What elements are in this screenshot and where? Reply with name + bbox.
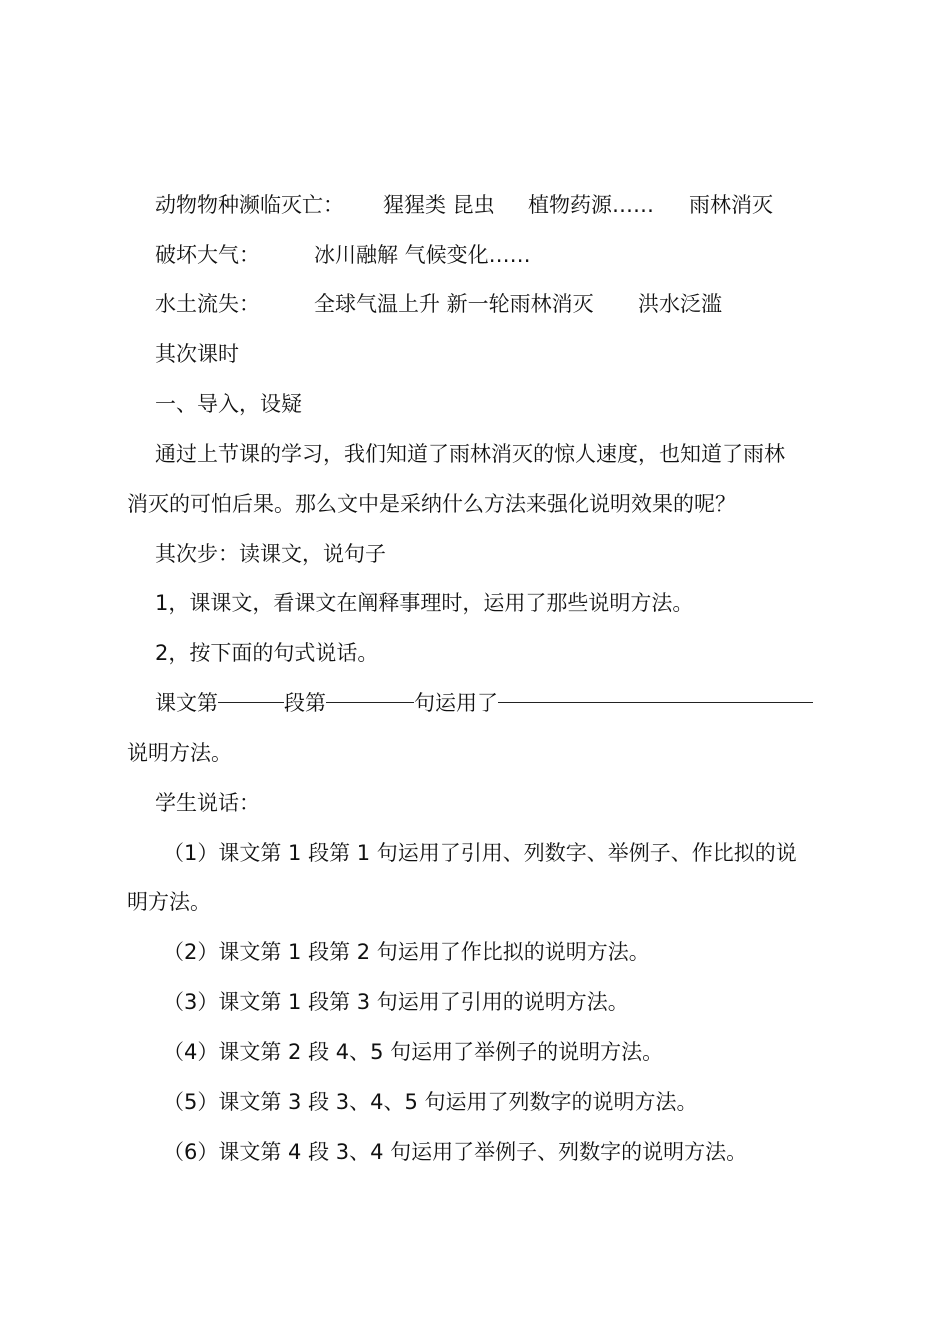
pattern-text: 句运用了 <box>414 691 498 715</box>
paragraph-line: 通过上节课的学习，我们知道了雨林消灭的惊人速度，也知道了雨林 <box>155 442 785 466</box>
student-answer: （5）课文第 3 段 3、4、5 句运用了列数字的说明方法。 <box>163 1090 698 1114</box>
row-cell: 雨林消灭 <box>689 193 773 217</box>
row-cell: 猩猩类 昆虫 <box>383 193 495 217</box>
lesson-title: 其次课时 <box>155 342 239 366</box>
fill-blank <box>218 702 284 703</box>
row-label: 动物物种濒临灭亡： <box>155 193 344 217</box>
row-label: 破坏大气： <box>155 243 260 267</box>
table-row <box>155 289 855 319</box>
section-heading: 其次步：读课文，说句子 <box>155 542 386 566</box>
paragraph-line: 消灭的可怕后果。那么文中是采纳什么方法来强化说明效果的呢？ <box>127 492 736 516</box>
student-answer: （1）课文第 1 段第 1 句运用了引用、列数字、举例子、作比拟的说 <box>163 841 797 865</box>
student-answer: 明方法。 <box>127 890 211 914</box>
section-heading: 一、导入，设疑 <box>155 392 302 416</box>
students-label: 学生说话： <box>155 791 260 815</box>
sentence-pattern-end: 说明方法。 <box>127 741 232 765</box>
pattern-text: 段第 <box>284 691 326 715</box>
sentence-pattern <box>155 688 813 718</box>
row-cell: 植物药源…… <box>528 193 654 217</box>
student-answer: （3）课文第 1 段第 3 句运用了引用的说明方法。 <box>163 990 629 1014</box>
student-answer: （2）课文第 1 段第 2 句运用了作比拟的说明方法。 <box>163 940 650 964</box>
pattern-text: 课文第 <box>155 691 218 715</box>
fill-blank <box>326 702 414 703</box>
student-answer: （4）课文第 2 段 4、5 句运用了举例子的说明方法。 <box>163 1040 664 1064</box>
student-answer: （6）课文第 4 段 3、4 句运用了举例子、列数字的说明方法。 <box>163 1140 748 1164</box>
row-label: 水土流失： <box>155 292 260 316</box>
row-cell: 全球气温上升 新一轮雨林消灭 <box>314 292 594 316</box>
step-item: 1，课课文，看课文在阐释事理时，运用了那些说明方法。 <box>155 591 694 615</box>
table-row <box>155 190 855 220</box>
row-cell: 洪水泛滥 <box>638 292 722 316</box>
step-item: 2，按下面的句式说话。 <box>155 641 379 665</box>
row-cell: 冰川融解 气候变化…… <box>314 243 531 267</box>
fill-blank <box>498 702 813 703</box>
table-row <box>155 240 855 270</box>
